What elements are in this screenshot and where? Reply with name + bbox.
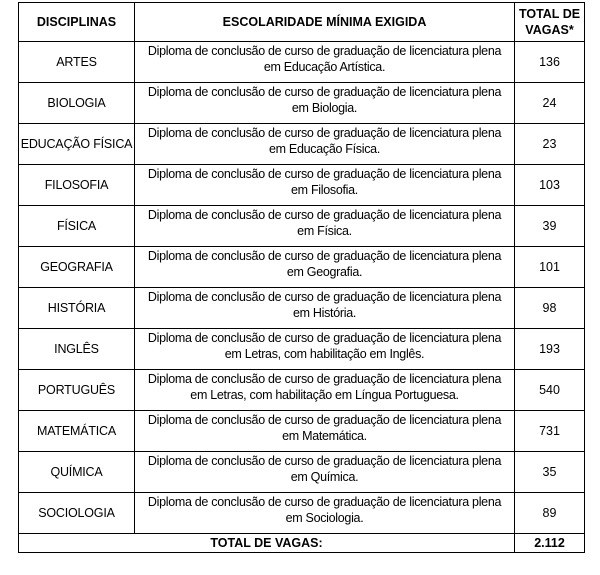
header-disciplinas: DISCIPLINAS bbox=[19, 3, 135, 42]
disciplina-cell: HISTÓRIA bbox=[19, 288, 135, 329]
vagas-cell: 136 bbox=[515, 42, 585, 83]
disciplina-cell: GEOGRAFIA bbox=[19, 247, 135, 288]
disciplina-cell: INGLÊS bbox=[19, 329, 135, 370]
total-row bbox=[19, 534, 585, 553]
escolaridade-line2: em Educação Artística. bbox=[263, 60, 386, 74]
vagas-cell: 731 bbox=[515, 411, 585, 452]
table-row bbox=[19, 124, 585, 165]
table-row bbox=[19, 165, 585, 206]
escolaridade-cell bbox=[135, 247, 515, 288]
escolaridade-line1: Diploma de conclusão de curso de graduação de licenciatura plena bbox=[147, 249, 502, 263]
header-escolaridade: ESCOLARIDADE MÍNIMA EXIGIDA bbox=[135, 3, 515, 42]
table-row bbox=[19, 83, 585, 124]
table-row bbox=[19, 329, 585, 370]
escolaridade-cell bbox=[135, 329, 515, 370]
escolaridade-line2: em Matemática. bbox=[282, 429, 367, 443]
disciplina-cell: SOCIOLOGIA bbox=[19, 493, 135, 534]
escolaridade-line1: Diploma de conclusão de curso de graduação de licenciatura plena bbox=[147, 167, 502, 181]
escolaridade-line1: Diploma de conclusão de curso de graduação de licenciatura plena bbox=[147, 85, 502, 99]
escolaridade-line1: Diploma de conclusão de curso de graduação de licenciatura plena bbox=[147, 413, 502, 427]
escolaridade-line1: Diploma de conclusão de curso de graduação de licenciatura plena bbox=[147, 331, 502, 345]
disciplina-cell: BIOLOGIA bbox=[19, 83, 135, 124]
vagas-cell: 98 bbox=[515, 288, 585, 329]
disciplina-cell: EDUCAÇÃO FÍSICA bbox=[19, 124, 135, 165]
escolaridade-cell bbox=[135, 42, 515, 83]
vagas-table bbox=[18, 2, 585, 553]
table-row bbox=[19, 42, 585, 83]
vagas-cell: 89 bbox=[515, 493, 585, 534]
disciplina-cell: ARTES bbox=[19, 42, 135, 83]
table-row bbox=[19, 288, 585, 329]
escolaridade-line1: Diploma de conclusão de curso de graduação de licenciatura plena bbox=[147, 208, 502, 222]
table-row bbox=[19, 493, 585, 534]
escolaridade-line2: em Química. bbox=[290, 470, 359, 484]
escolaridade-line2: em Sociologia. bbox=[285, 511, 364, 525]
escolaridade-line2: em História. bbox=[292, 306, 357, 320]
header-total-line2: VAGAS* bbox=[525, 23, 574, 37]
disciplina-cell: FÍSICA bbox=[19, 206, 135, 247]
escolaridade-line2: em Educação Física. bbox=[268, 142, 381, 156]
vagas-cell: 39 bbox=[515, 206, 585, 247]
escolaridade-line1: Diploma de conclusão de curso de graduação de licenciatura plena bbox=[147, 290, 502, 304]
total-label: TOTAL DE VAGAS: bbox=[19, 534, 515, 553]
vagas-cell: 193 bbox=[515, 329, 585, 370]
vagas-cell: 103 bbox=[515, 165, 585, 206]
disciplina-cell: QUÍMICA bbox=[19, 452, 135, 493]
table-row bbox=[19, 206, 585, 247]
vagas-cell: 23 bbox=[515, 124, 585, 165]
escolaridade-line1: Diploma de conclusão de curso de graduação de licenciatura plena bbox=[147, 44, 502, 58]
escolaridade-cell bbox=[135, 370, 515, 411]
escolaridade-cell bbox=[135, 206, 515, 247]
table-row bbox=[19, 247, 585, 288]
disciplina-cell: MATEMÁTICA bbox=[19, 411, 135, 452]
table-row bbox=[19, 452, 585, 493]
escolaridade-line2: em Física. bbox=[297, 224, 352, 238]
escolaridade-line1: Diploma de conclusão de curso de graduação de licenciatura plena bbox=[147, 495, 502, 509]
disciplina-cell: FILOSOFIA bbox=[19, 165, 135, 206]
disciplina-cell: PORTUGUÊS bbox=[19, 370, 135, 411]
vagas-cell: 24 bbox=[515, 83, 585, 124]
escolaridade-line2: em Letras, com habilitação em Língua Portuguesa. bbox=[190, 388, 459, 402]
vagas-cell: 101 bbox=[515, 247, 585, 288]
vagas-cell: 540 bbox=[515, 370, 585, 411]
escolaridade-line1: Diploma de conclusão de curso de graduação de licenciatura plena bbox=[147, 372, 502, 386]
escolaridade-cell bbox=[135, 83, 515, 124]
vagas-cell: 35 bbox=[515, 452, 585, 493]
escolaridade-cell bbox=[135, 165, 515, 206]
table-row bbox=[19, 411, 585, 452]
escolaridade-line2: em Biologia. bbox=[291, 101, 358, 115]
header-total-line1: TOTAL DE bbox=[518, 7, 581, 21]
escolaridade-line2: em Filosofia. bbox=[291, 183, 358, 197]
escolaridade-cell bbox=[135, 411, 515, 452]
escolaridade-line1: Diploma de conclusão de curso de graduação de licenciatura plena bbox=[147, 126, 502, 140]
escolaridade-cell bbox=[135, 452, 515, 493]
escolaridade-cell bbox=[135, 288, 515, 329]
table-header-row bbox=[19, 3, 585, 42]
escolaridade-cell bbox=[135, 493, 515, 534]
header-total-vagas bbox=[515, 3, 585, 42]
table-row bbox=[19, 370, 585, 411]
table-body bbox=[19, 42, 585, 534]
total-value: 2.112 bbox=[515, 534, 585, 553]
escolaridade-line2: em Geografia. bbox=[286, 265, 363, 279]
escolaridade-line1: Diploma de conclusão de curso de graduação de licenciatura plena bbox=[147, 454, 502, 468]
vagas-table-container bbox=[18, 2, 584, 553]
escolaridade-line2: em Letras, com habilitação em Inglês. bbox=[224, 347, 425, 361]
escolaridade-cell bbox=[135, 124, 515, 165]
